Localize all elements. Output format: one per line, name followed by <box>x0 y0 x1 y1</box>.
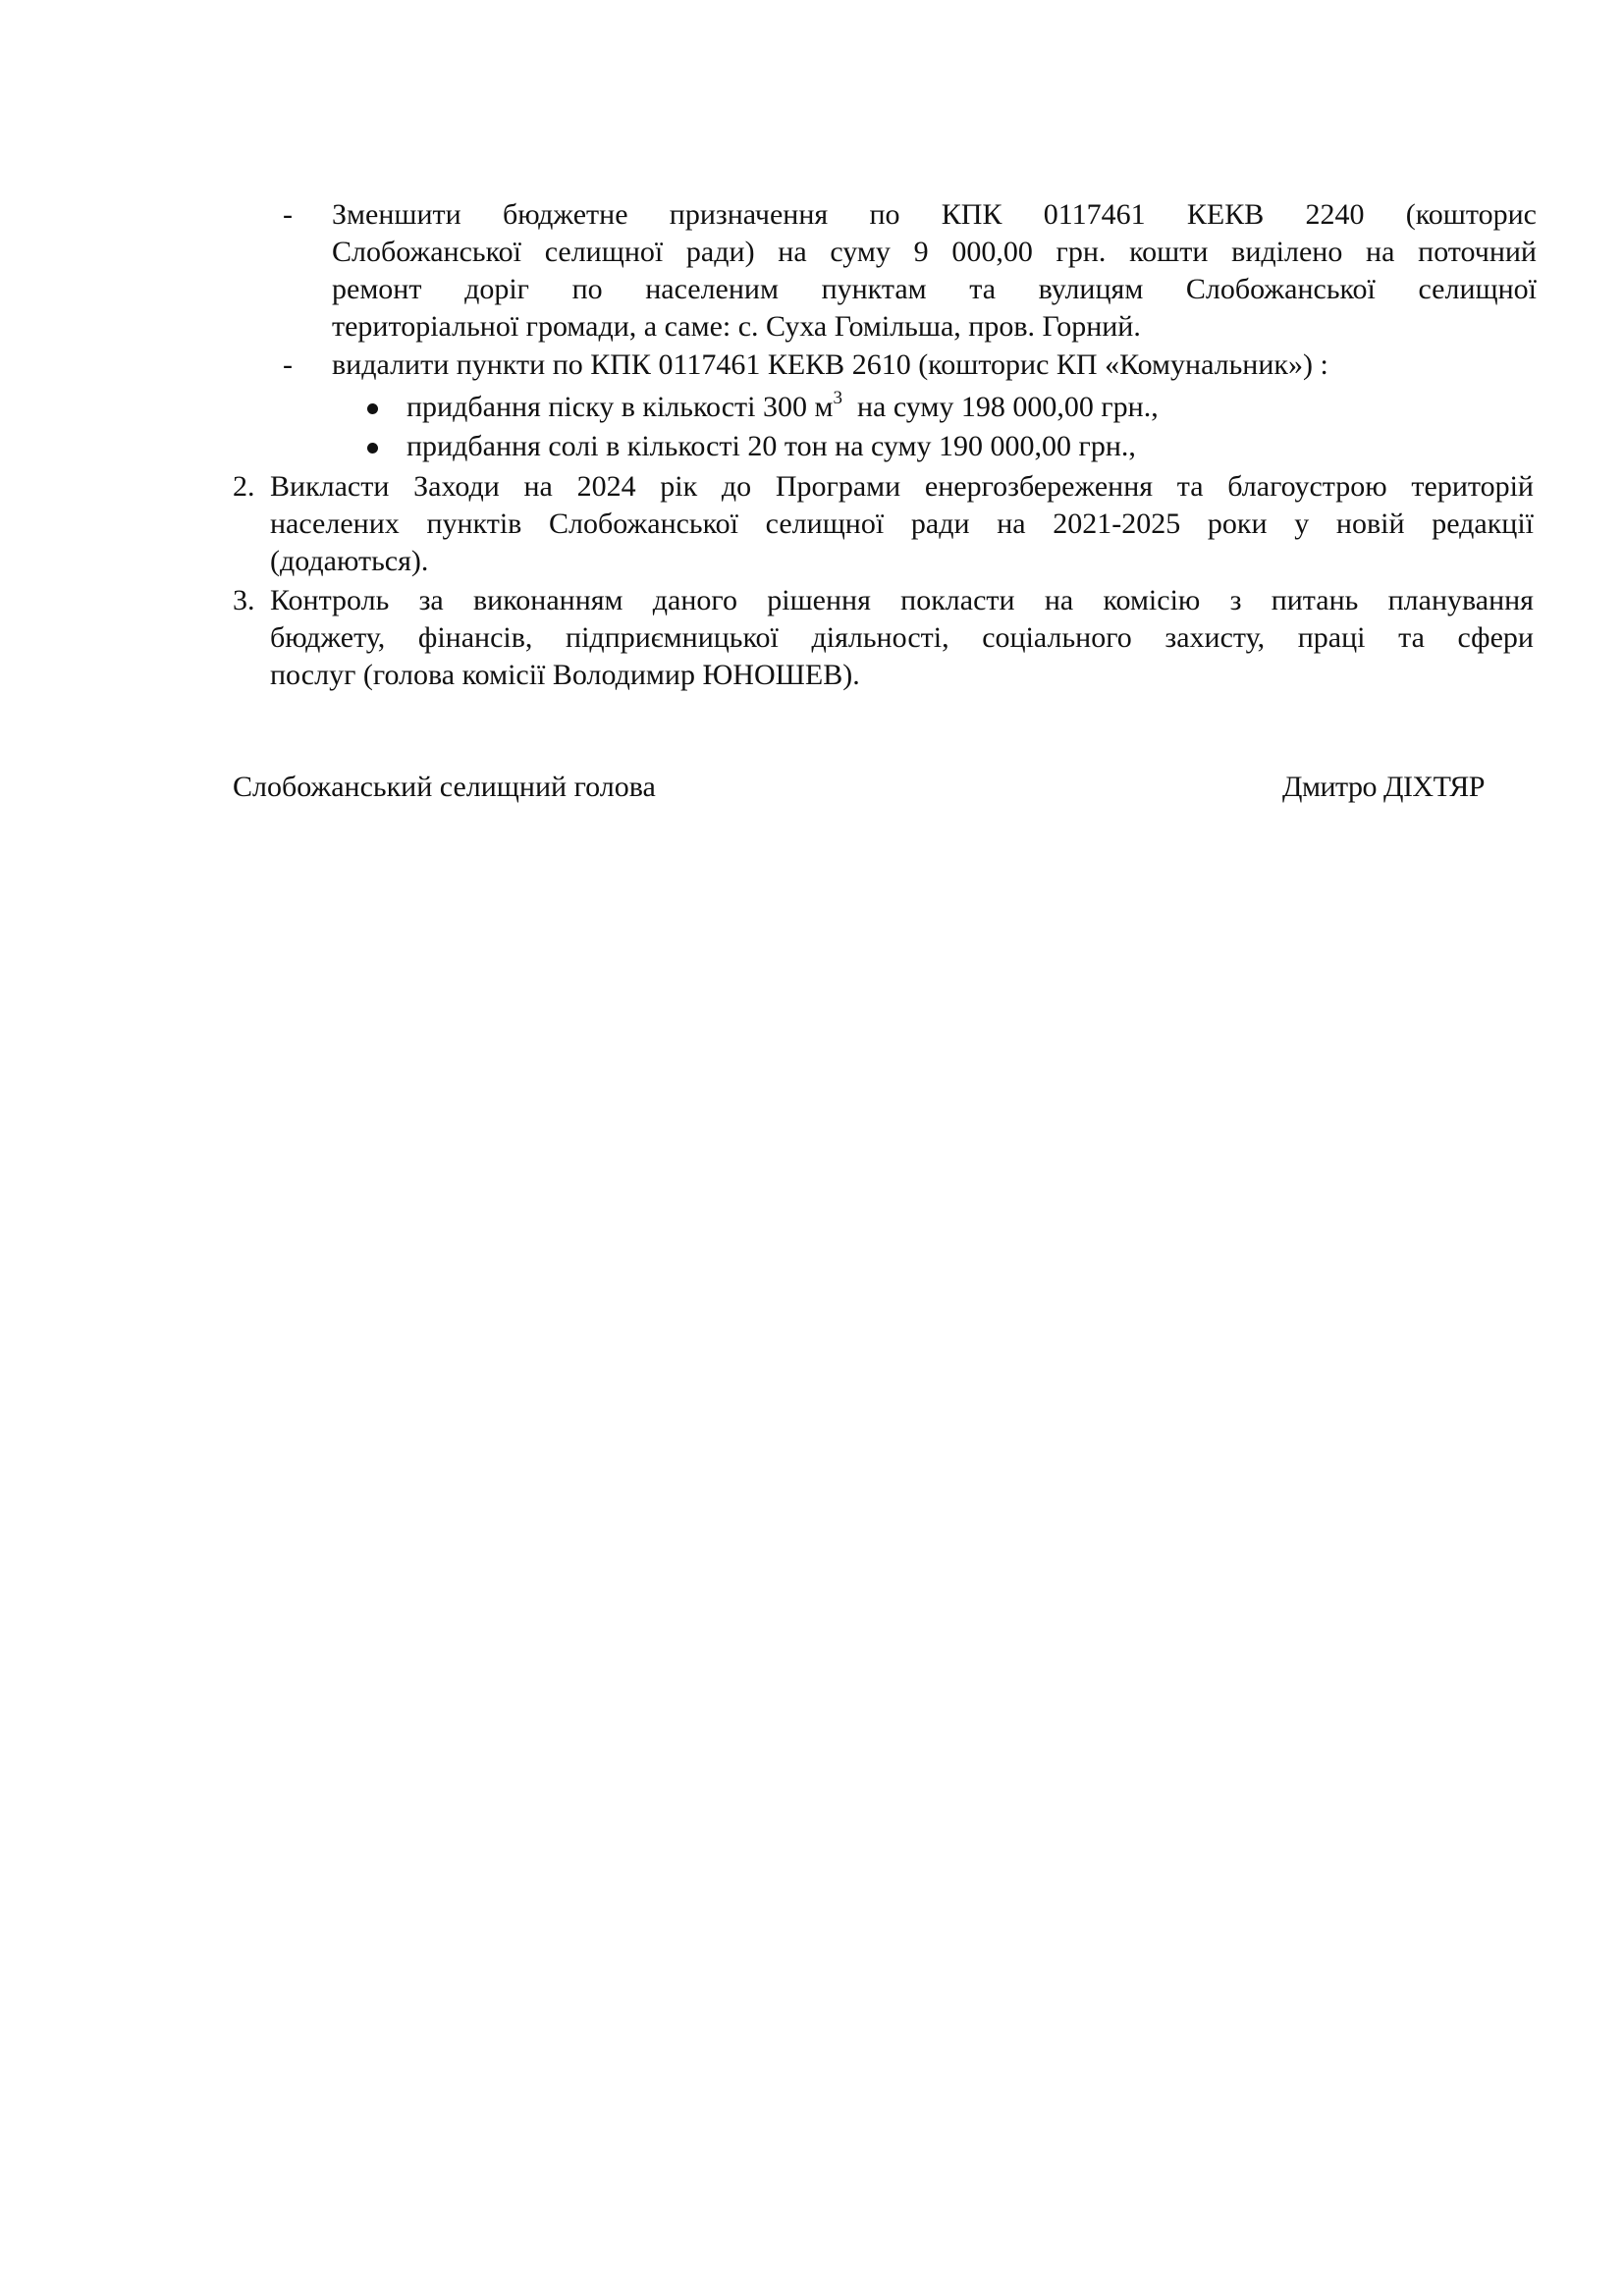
signature-name: Дмитро ДІХТЯР <box>1282 771 1485 803</box>
text-line: бюджету, фінансів, підприємницької діяльності, соціального захисту, праці та сфери <box>270 621 1534 654</box>
bullet-text <box>406 389 1159 426</box>
text-line: Зменшити бюджетне призначення по КПК 0117461 КЕКВ 2240 (кошторис <box>332 198 1537 231</box>
signature-position: Слобожанський селищний голова <box>233 771 656 803</box>
bullet-text-main: придбання піску в кількості 300 м <box>406 391 834 423</box>
bullet-dot-icon <box>367 443 378 454</box>
text-line: (додаються). <box>270 545 429 577</box>
numbered-item-text <box>270 582 1534 694</box>
text-line: послуг (голова комісії Володимир ЮНОШЕВ). <box>270 659 860 691</box>
superscript-unit: 3 <box>833 388 842 408</box>
dash-marker: - <box>283 348 293 381</box>
bullet-dot-icon <box>367 403 378 414</box>
item-number: 2. <box>233 470 255 503</box>
bullet-text: придбання солі в кількості 20 тон на суму 190 000,00 грн., <box>406 430 1136 462</box>
dash-item-text <box>332 196 1537 346</box>
numbered-item-text <box>270 468 1534 580</box>
text-line: Викласти Заходи на 2024 рік до Програми енергозбереження та благоустрою територій <box>270 470 1534 503</box>
text-line: ремонт доріг по населеним пунктам та вулицям Слобожанської селищної <box>332 273 1537 305</box>
text-line: видалити пункти по КПК 0117461 КЕКВ 2610 (кошторис КП «Комунальник») : <box>332 348 1328 381</box>
item-number: 3. <box>233 584 255 616</box>
dash-item-text <box>332 347 1510 384</box>
text-line: населених пунктів Слобожанської селищної ради на 2021-2025 роки у новій редакції <box>270 507 1534 540</box>
bullet-text-amount: на суму 198 000,00 грн., <box>842 391 1159 423</box>
text-line: Контроль за виконанням даного рішення покласти на комісію з питань планування <box>270 584 1534 616</box>
text-line: Слобожанської селищної ради) на суму 9 000,00 грн. кошти виділено на поточний <box>332 236 1537 268</box>
text-line: територіальної громади, а саме: с. Суха Гомільша, пров. Горний. <box>332 310 1141 343</box>
dash-marker: - <box>283 198 293 231</box>
